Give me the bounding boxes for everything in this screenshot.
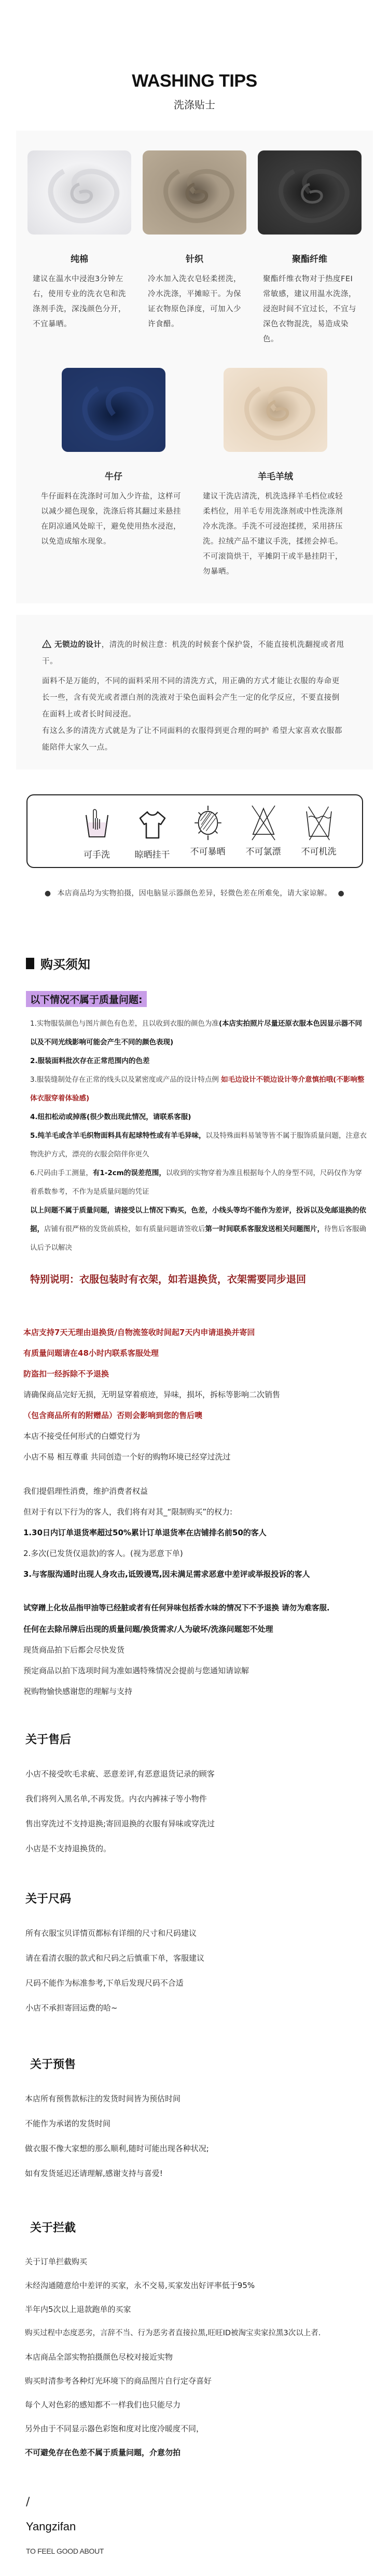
bullet-icon: ● [338,889,345,898]
section-line: 购买时清参考各种灯光环境下的商品图片自行定夺喜好 [25,2376,212,2386]
presale-section [0,2056,389,2186]
item-text: 1.实物服装颜色与图片颜色有色差，且以收到衣服的颜色为准 [30,1020,219,1028]
purchase-notice-section [0,954,389,1286]
section-line: 小店不承担寄回运费的哈~ [25,2003,118,2013]
fabric-name: 牛仔 [105,472,122,482]
section-line: 另外由于不同显示器色彩饱和度对比度冷暖度不同， [25,2424,204,2433]
care-symbol-hand-wash [69,795,124,867]
policy-line: 1.30日内订单退货率超过50%累计订单退货率在店铺排名前50的客人 [23,1528,267,1537]
warning-paragraph [42,637,347,670]
purchase-notice-title [26,954,368,972]
item-text: 待售后客服确认后予以解决 [30,1225,366,1252]
fabric-name: 羊毛羊绒 [258,472,293,482]
section-title: 关于售后 [25,1733,72,1746]
section-line: 小店是不支持退换货的。 [25,1844,112,1853]
page-subtitle: 洗涤贴士 [174,99,215,111]
policy-line: 本店不接受任何形式的白嫖党行为 [23,1431,141,1441]
policy-line: （包含商品所有的附赠品）否则会影响到您的售后噢 [23,1411,203,1420]
section-line: 我们将列入黑名单,不再发货。内衣内裤袜子等小物件 [25,1794,207,1803]
notice-paragraph-1: 面料不是万能的，不同的面料采用不同的清洗方式，用正确的方式才能让衣服的寿命更长一些，含有荧光或者漂白剂的洗液对于染色面料会产生一定的化学反应，不要直接倒在面料上或者长时间浸泡。 [42,677,340,719]
notice-item-6 [30,1164,368,1201]
size-section [0,1890,389,2020]
policy-line: 任何在去除吊牌后出现的质量问题/换货需求/人为破坏/洗涤问题恕不处理 [23,1624,273,1634]
special-note-hangers: 特别说明：衣服包装时有衣架，如若退换货，衣架需要同步退回 [30,1274,307,1285]
care-symbols-box [26,794,363,868]
no-bleach-icon [249,805,278,841]
warning-text: ，清洗的时候注意：机洗的时候套个保护袋，不能直接机洗翻搅或者甩干。 [42,641,344,666]
policy-line: 小店不易 相互尊重 共同创造一个好的购物环境已经穿过洗过 [23,1452,231,1462]
section-line: 每个人对色彩的感知都不一样我们也只能尽力 [25,2400,181,2409]
fabric-card-denim [41,368,181,580]
fabric-description: 建议在温水中浸泡3分钟左右，使用专业的洗衣皂和洗涤剂手洗，深浅颜色分开，不宜暴晒。 [33,275,126,328]
policy-line: 预定商品以拍下选项时间为准如遇特殊情况会提前与您通知请谅解 [23,1666,249,1675]
section-line: 本店商品全部实物拍摄颜色尽校对接近实物 [25,2352,173,2362]
section-line: 购买过程中态度恶劣，言辞不当、行为恶劣者直接拉黑,旺旺ID被淘宝卖家拉黑3次以上者. [25,2329,321,2337]
warning-triangle-icon [42,641,54,649]
policy-line: 有质量问题请在48小时内联系客服处理 [23,1348,159,1358]
item-bold-text: 第一时间联系客服发送相关问题图片， [205,1225,324,1233]
fabric-description: 牛仔面料在洗涤时可加入少许盐，这样可以减少褪色现象，洗涤后将其翻过来悬挂在阴凉通风处晾干，避免使用热水浸泡，以免造成缩水现象。 [41,492,181,546]
purchase-title-text: 购买须知 [40,957,90,972]
fabric-swatch-image [224,368,327,452]
fabric-swatch-image [143,150,246,235]
interception-section [0,2219,389,2464]
fabric-name: 聚酯纤维 [292,254,327,265]
section-title: 关于拦截 [30,2222,76,2235]
item-bold-text: 5.纯羊毛或含羊毛织物面料具有起球特性或有羊毛异味， [30,1132,206,1140]
hand-wash-icon [84,808,110,844]
item-text: 以及特殊面料易皱等皆不属于服饰质量问题，注意衣物洗护方式，漂亮的衣服会陪伴你更久 [30,1132,367,1159]
brand-tagline: TO FEEL GOOD ABOUT [26,2547,104,2555]
fabric-swatch-image [27,150,131,235]
item-text: 6.尺码由手工测量， [30,1169,93,1177]
fabric-description: 冷水加入洗衣皂轻柔搓洗，冷水洗涤，平摊晾干。为保证衣物原色泽度，可加入少许食醋。 [148,275,241,328]
notice-item-3 [30,1070,368,1108]
section-line: 尺码不能作为标准参考,下单后发现尺码不合适 [25,1978,184,1988]
item-bold-text: (本店实拍照片尽量还原衣服本色因显示器不同以及不同光线影响可能会产生不同的颜色表现) [30,1020,363,1046]
policy-line: 试穿蹭上化妆品指甲油等已经脏或者有任何异味包括香水味的情况下不予退换 请勿为难客服. [23,1604,330,1613]
item-red-text: 如毛边设计不锁边设计等介意慎拍哦(不影响整体衣服穿着体验感) [30,1076,365,1103]
policy-line: 请确保商品完好无损，无明显穿着痕迹，异味，损坏，拆标等影响二次销售 [23,1390,281,1399]
fabric-card-knit [143,150,246,347]
care-symbol-label: 不可机洗 [301,847,337,857]
washing-notice-panel [16,615,373,769]
hang-dry-icon [138,808,167,844]
notice-paragraph-2: 有这么多的清洗方式就是为了让不同面料的衣服得到更合理的呵护 希望大家喜欢衣服都能陪伴大家久一点。 [42,727,343,752]
fabric-description: 建议干洗店清洗，机洗选择羊毛档位或轻柔档位，用羊毛专用洗涤剂或中性洗涤剂冷水洗涤。手洗不可浸泡揉搓，采用挤压洗。拉绒产品不建议手洗，揉搓会掉毛。不可滚筒烘干，平摊阴干或半悬挂阴干，勿暴晒。 [203,492,343,576]
policy-line: 但对于有以下行为的客人，我们将有对其_“限制购买”的权力: [23,1507,233,1517]
item-bold-text: 2.服装面料批次存在正常范围内的色差 [30,1057,150,1065]
section-line: 如有发货延迟还请理解,感谢支持与喜爱! [25,2169,163,2178]
care-symbol-label: 可手洗 [84,850,110,860]
care-symbol-hang-dry [124,795,180,867]
policy-line: 祝购物愉快感谢您的理解与支持 [23,1687,133,1696]
section-line: 关于订单拦截购买 [25,2257,88,2266]
no-sun-dry-icon [192,805,224,841]
section-line: 本店所有预售款标注的发货时间皆为预估时间 [25,2094,181,2103]
fabric-description: 聚酯纤维衣物对于热度FEI常敏感，建议用温水洗涤，浸泡时间不宜过长，不宜与深色衣物混洗，易造成染色。 [263,275,356,343]
section-line: 未经沟通随意给中差评的买家，永不交易,买家发出好评率低于95% [25,2281,255,2290]
warning-bold-text: 无锁边的设计 [54,641,102,649]
policy-line: 本店支持7天无理由退换货/自物流签收时间起7天内申请退换并寄回 [23,1328,255,1337]
page-title: WASHING TIPS [132,71,257,91]
section-title: 关于预售 [30,2058,76,2071]
square-bullet-icon [26,958,34,969]
fabric-card-cotton [27,150,131,347]
item-text: 店铺有很严格的发货前质检，如有质量问题请签收后 [44,1225,205,1233]
washing-tips-header [0,0,389,111]
not-quality-issue-highlight: 以下情况不属于质量问题: [26,991,147,1007]
section-title: 关于尺码 [25,1893,72,1906]
section-line: 做衣服不像大家想的那么顺利,随时可能出现各种状况; [25,2144,209,2153]
section-line: 不可避免存在色差不属于质量问题，介意勿拍 [25,2448,181,2457]
care-symbol-label: 不可暴晒 [190,847,226,857]
fabric-swatch-image [62,368,165,452]
disclaimer-text: 本店商品均为实物拍摄，因电脑显示器颜色差异，轻微色差在所难免，请大家谅解。 [57,889,332,898]
fabric-row-1 [16,150,373,347]
return-policy-section [0,1322,389,1702]
brand-footer [0,2496,389,2555]
section-line: 所有衣服宝贝详情页都标有详细的尺寸和尺码建议 [25,1928,197,1938]
brand-name: Yangzifan [26,2520,76,2533]
notice-item-2 [30,1052,368,1070]
policy-line: 现货商品拍下后都会尽快发货 [23,1645,125,1655]
policy-line: 防盗扣一经拆除不予退换 [23,1369,109,1379]
care-symbol-no-bleach [235,795,291,867]
notice-item-4 [30,1108,368,1126]
bullet-icon: ● [44,889,51,898]
fabric-card-wool-cashmere [203,368,343,580]
item-text: 3.服装缝制处存在正常的线头以及紧密度或产品的设计特点例 [30,1076,221,1084]
policy-line: 3.与客服沟通时出现人身攻击,诋毁谩骂,因未满足需求恶意中差评或举报投诉的客人 [23,1569,310,1579]
section-line: 小店不接受吹毛求疵、恶意差评,有恶意退货记录的顾客 [25,1769,215,1779]
item-bold-text: 4.纽扣松动或掉落(很少数出现此情况，请联系客服) [30,1113,191,1121]
fabric-row-2 [16,347,373,580]
purchase-notice-items [26,1014,368,1257]
no-machine-wash-icon [303,805,335,841]
section-line: 售出穿洗过不支持退换;寄回退换的衣服有异味或穿洗过 [25,1819,215,1828]
section-line: 请在看清衣服的款式和尺码之后慎重下单，客服建议 [25,1953,205,1963]
fabric-swatch-image [258,150,362,235]
notice-item-1 [30,1014,368,1052]
care-symbol-label: 晾晒挂干 [134,850,170,860]
policy-line: 2.多次(已发货仅退款)的客人。(视为恶意下单) [23,1549,183,1558]
care-symbol-label: 不可氯漂 [245,847,281,857]
care-symbol-no-machine-wash [291,795,346,867]
item-bold-text: 有1-2cm的误差范围， [92,1169,166,1177]
fabric-name: 针织 [186,254,203,265]
color-disclaimer [0,888,389,898]
notice-item-7 [30,1201,368,1257]
notice-item-5 [30,1126,368,1164]
fabric-care-panel [16,131,373,603]
policy-line: 我们提倡理性消费，维护消费者权益 [23,1486,148,1496]
section-line: 不能作为承诺的发货时间 [25,2119,111,2128]
after-sales-section [0,1731,389,1861]
section-line: 半年内5次以上退款跑单的买家 [25,2305,131,2314]
fabric-name: 纯棉 [71,254,88,265]
fabric-card-polyester [258,150,362,347]
item-text: 以收到的实物穿着为准且根据每个人的身型不同，尺码仅作为穿着系数参考，不作为是质量问题的凭证 [30,1169,362,1196]
care-symbol-no-sun [180,795,235,867]
footer-slash: / [26,2496,30,2509]
item-bold-text: 以上问题不属于质量问题，请接受以上情况下购买，色差，小线头等均不能作为差评，投诉以及免邮退换的依据， [30,1206,366,1233]
